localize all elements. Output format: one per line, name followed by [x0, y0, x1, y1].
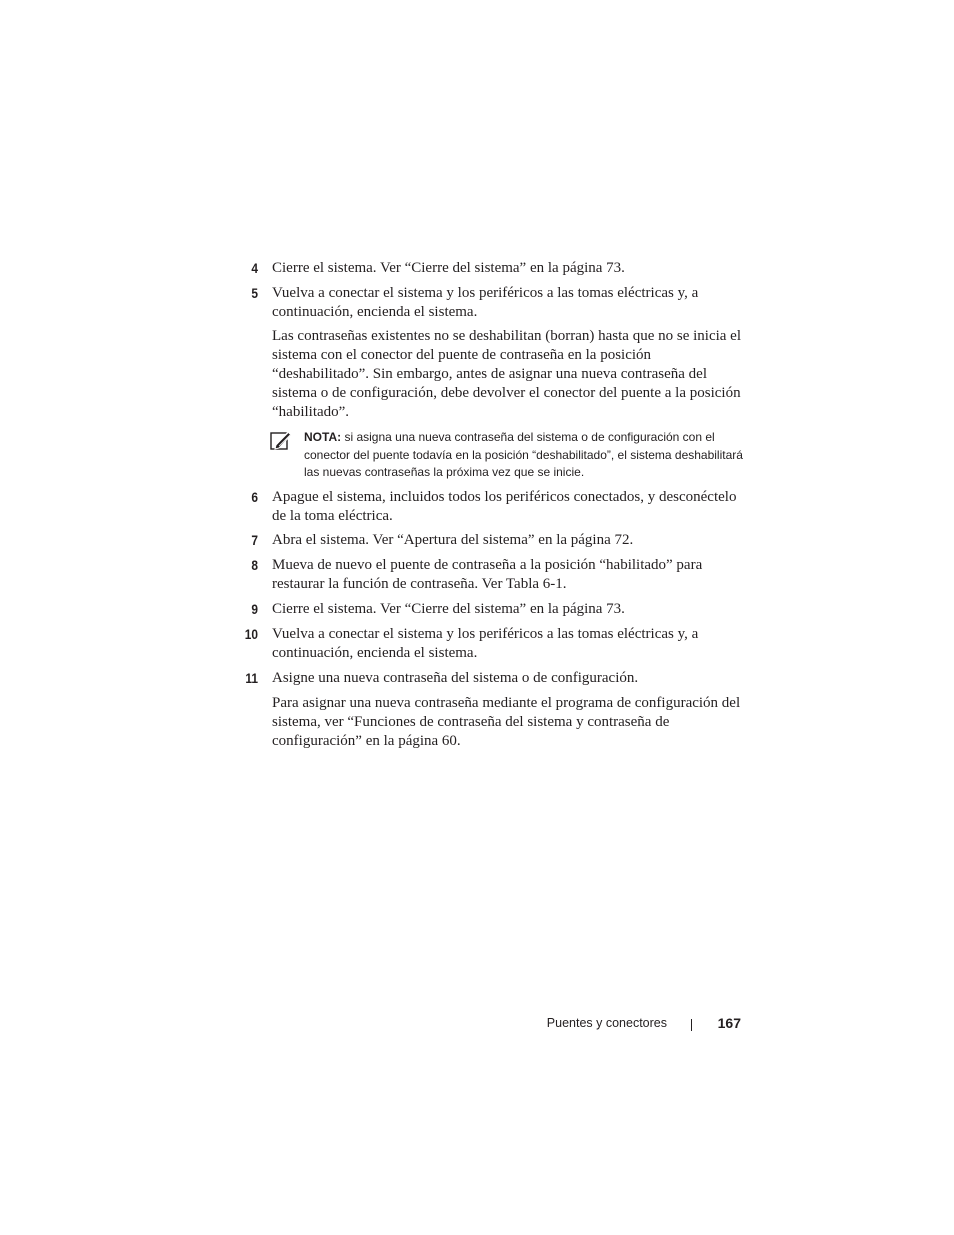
note-label: NOTA:	[304, 430, 342, 444]
step-text: Vuelva a conectar el sistema y los periféricos a las tomas eléctricas y, a continuación, encienda el sistema.	[272, 285, 699, 320]
step-number: 4	[251, 260, 258, 276]
footer-section-title: Puentes y conectores	[546, 1016, 667, 1030]
step-number: 6	[251, 489, 258, 505]
step-text: Cierre el sistema. Ver “Cierre del sistema” en la página 73.	[272, 260, 625, 276]
paragraph-password-info: Las contraseñas existentes no se deshabilitan (borran) hasta que no se inicia el sistema con el conector del puente de contraseña en la posición “deshabilitado”. Sin embargo, antes de asignar una nueva contraseña del sistema o de configuración, debe devolver el conector del puente a la posición “habilitado”.	[272, 328, 742, 420]
step-text: Mueva de nuevo el puente de contraseña a la posición “habilitado” para restaurar la función de contraseña. Ver Tabla 6-1.	[272, 557, 703, 592]
step-number: 11	[245, 670, 258, 686]
step-number: 9	[251, 601, 258, 617]
footer-divider	[691, 1019, 692, 1031]
page-footer	[500, 1014, 745, 1034]
step-number: 10	[244, 626, 258, 642]
page-number: 167	[717, 1015, 741, 1031]
paragraph-setup-info: Para asignar una nueva contraseña mediante el programa de configuración del sistema, ver “Funciones de contraseña del sistema y contraseña de configuración” en la página 60.	[272, 695, 741, 749]
step-text: Abra el sistema. Ver “Apertura del sistema” en la página 72.	[272, 532, 634, 548]
note-body: si asigna una nueva contraseña del sistema o de configuración con el conector del puente todavía en la posición “deshabilitado”, el sistema deshabilitará las nuevas contraseñas la próxima vez que se inicie.	[304, 430, 743, 479]
step-text: Cierre el sistema. Ver “Cierre del sistema” en la página 73.	[272, 601, 625, 617]
step-number: 5	[251, 285, 258, 301]
note-pencil-icon	[270, 429, 292, 451]
step-text: Vuelva a conectar el sistema y los periféricos a las tomas eléctricas y, a continuación, encienda el sistema.	[272, 626, 699, 661]
step-text: Asigne una nueva contraseña del sistema o de configuración.	[272, 670, 639, 686]
step-number: 8	[251, 557, 258, 573]
note-text	[304, 429, 744, 482]
step-number: 7	[251, 532, 258, 548]
step-text: Apague el sistema, incluidos todos los periféricos conectados, y desconéctelo de la toma eléctrica.	[272, 489, 737, 524]
